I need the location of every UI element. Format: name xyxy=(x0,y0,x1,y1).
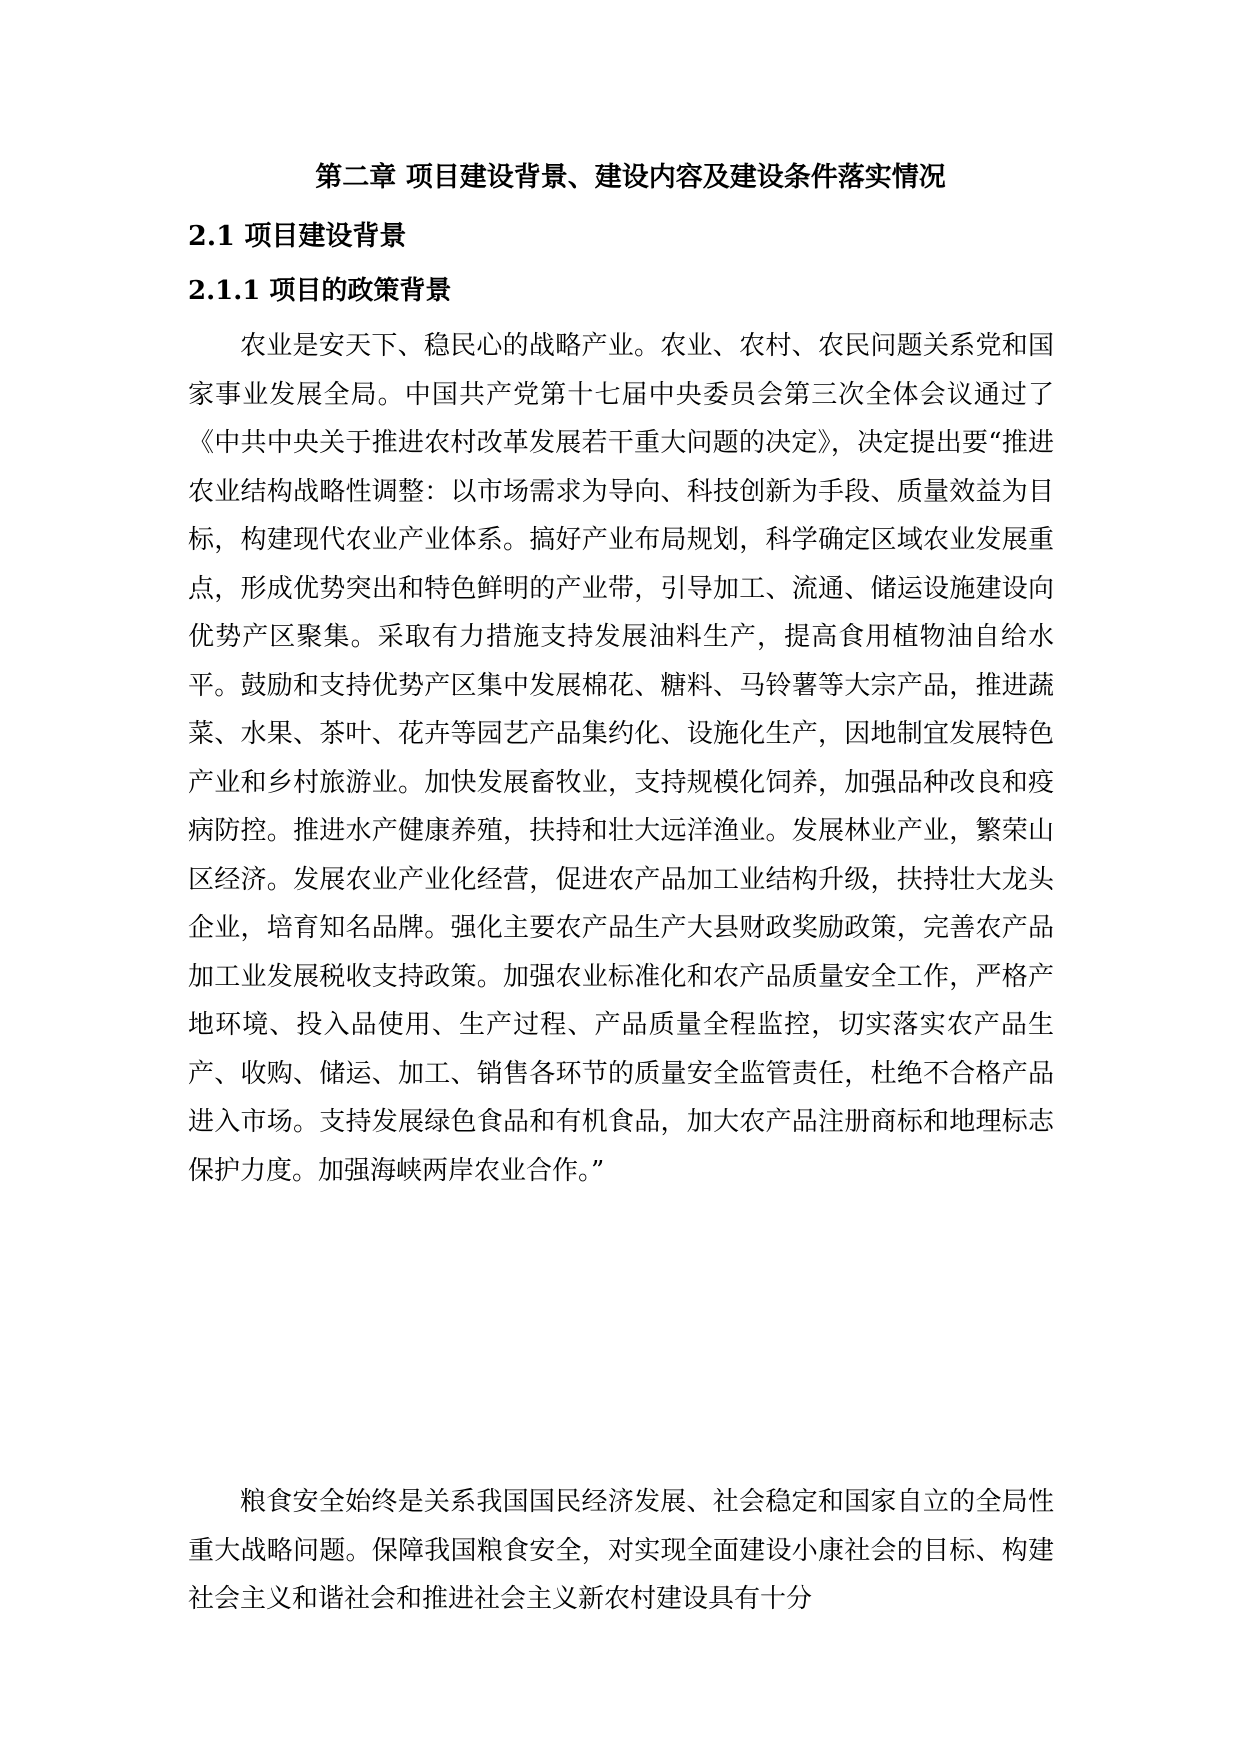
body-paragraph-2: 粮食安全始终是关系我国国民经济发展、社会稳定和国家自立的全局性重大战略问题。保障我国粮食安全，对实现全面建设小康社会的目标、构建社会主义和谐社会和推进社会主义新农村建设具有十分 xyxy=(188,1487,1054,1614)
body-paragraph-1: 农业是安天下、稳民心的战略产业。农业、农村、农民问题关系党和国家事业发展全局。中国共产党第十七届中央委员会第三次全体会议通过了《中共中央关于推进农村改革发展若干重大问题的决定》，决定提出要“推进农业结构战略性调整：以市场需求为导向、科技创新为手段、质量效益为目标，构建现代农业产业体系。搞好产业布局规划，科学确定区域农业发展重点，形成优势突出和特色鲜明的产业带，引导加工、流通、储运设施建设向优势产区聚集。采取有力措施支持发展油料生产，提高食用植物油自给水平。鼓励和支持优势产区集中发展棉花、糖料、马铃薯等大宗产品，推进蔬菜、水果、茶叶、花卉等园艺产品集约化、设施化生产，因地制宜发展特色产业和乡村旅游业。加快发展畜牧业，支持规模化饲养，加强品种改良和疫病防控。推进水产健康养殖，扶持和壮大远洋渔业。发展林业产业，繁荣山区经济。发展农业产业化经营，促进农产品加工业结构升级，扶持壮大龙头企业，培育知名品牌。强化主要农产品生产大县财政奖励政策，完善农产品加工业发展税收支持政策。加强农业标准化和农产品质量安全工作，严格产地环境、投入品使用、生产过程、产品质量全程监控，切实落实农产品生产、收购、储运、加工、销售各环节的质量安全监管责任，杜绝不合格产品进入市场。支持发展绿色食品和有机食品，加大农产品注册商标和地理标志保护力度。加强海峡两岸农业合作。” xyxy=(188,331,1054,1186)
chapter-title: 第二章 项目建设背景、建设内容及建设条件落实情况 xyxy=(315,162,946,193)
subsection-heading: 2.1.1 项目的政策背景 xyxy=(188,276,452,306)
section-heading: 2.1 项目建设背景 xyxy=(188,221,407,252)
